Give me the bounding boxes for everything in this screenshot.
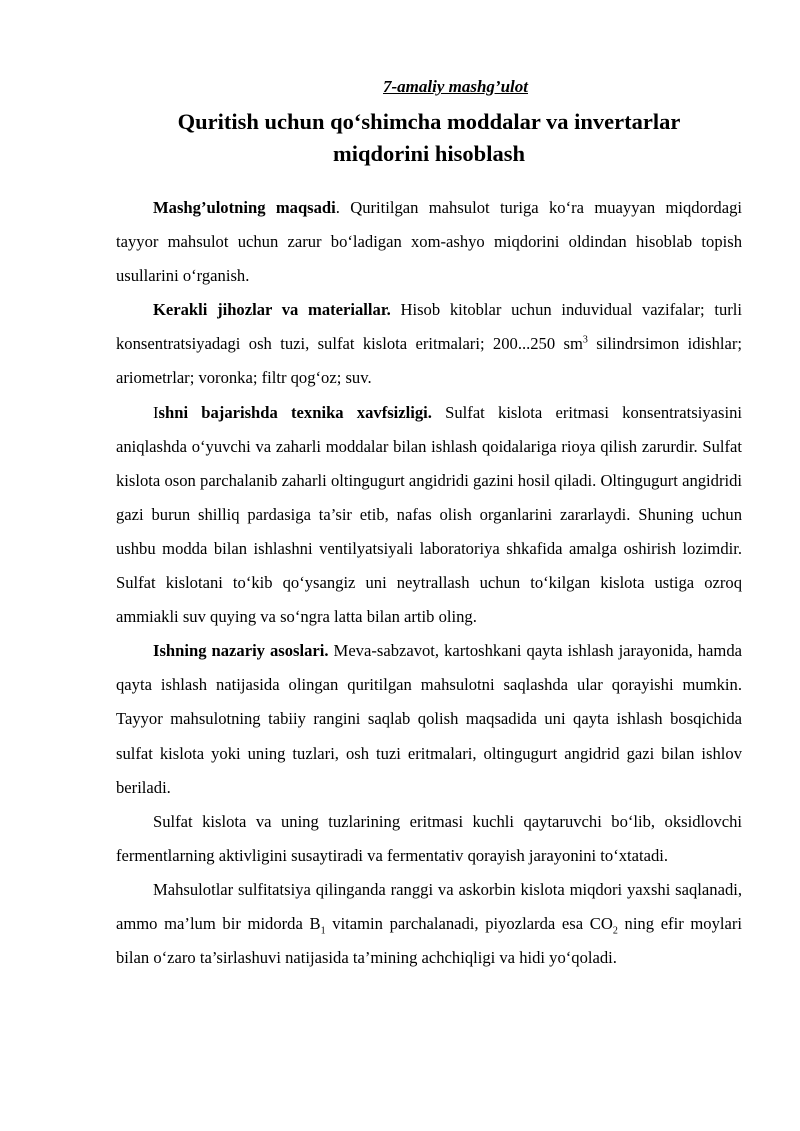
title-line-1: Quritish uchun qo‘shimcha moddalar va invertarlar [177, 109, 681, 134]
sulfitation-text-c: ning efir moylari bilan o‘zaro ta’sirlashuvi natijasida ta’mining achchiqligi va hidi yo‘qoladi. [116, 913, 743, 968]
title-line-2: miqdorini hisoblash [333, 141, 525, 166]
equipment-heading: Kerakli jihozlar va materiallar. [153, 300, 391, 320]
subscript-b1: 1 [320, 925, 326, 937]
superscript-3: 3 [582, 334, 588, 346]
safety-heading-initial: I [153, 402, 159, 422]
paragraph-theory [116, 634, 742, 804]
equipment-text-b: silindrsimon idishlar; ariometrlar; voronka; filtr qog‘oz; suv. [116, 334, 742, 388]
document-title [116, 106, 742, 170]
paragraph-sulfitation [116, 873, 742, 975]
purpose-heading: Mashg’ulotning maqsadi [153, 198, 336, 217]
sulfuric-acid-text: Sulfat kislota va uning tuzlarining eritmasi kuchli qaytaruvchi bo‘lib, oksidlovchi fermentlarning aktivligini susaytiradi va fermentativ qorayish jarayonini to‘xtatadi. [116, 811, 742, 865]
subscript-co2: 2 [612, 925, 618, 937]
paragraph-purpose [116, 191, 742, 293]
safety-text: Sulfat kislota eritmasi konsentratsiyasini aniqlashda o‘yuvchi va zaharli moddalar bilan ishlash qoidalariga rioya qilish zarurdir. Sulfat kislota oson parchalanib zaharli oltingugurt angidridi gazini hosil qiladi. Oltingugurt angidridi gazi burun shilliq pardasiga ta’sir etib, nafas olish organlarini zararlaydi. Shuning uchun ushbu modda bilan ishlashni ventilyatsiyali laboratoriya shkafida amalga oshirish lozimdir. Sulfat kislotani to‘kib qo‘ysangiz uni neytrallash uchun to‘kilgan kislota ustiga ozroq ammiakli suv quying va so‘ngra latta bilan artib oling. [116, 402, 742, 627]
document-page [116, 76, 742, 975]
sulfitation-text-b: vitamin parchalanadi, piyozlarda esa CO [325, 913, 613, 933]
theory-text: Meva-sabzavot, kartoshkani qayta ishlash jarayonida, hamda qayta ishlash natijasida olingan quritilgan mahsulotni saqlashda ular qorayishi mumkin. Tayyor mahsulotning tabiiy rangini saqlab qolish maqsadida uni qayta ishlash bosqichida sulfat kislota yoki uning tuzlari, osh tuzi eritmalari, oltingugurt angidrid gazi bilan ishlov beriladi. [116, 641, 742, 797]
sulfitation-text-a: Mahsulotlar sulfitatsiya qilinganda ranggi va askorbin kislota miqdori yaxshi saqlanadi, ammo ma’lum bir midorda B [116, 879, 742, 933]
paragraph-sulfuric-acid [116, 805, 742, 873]
equipment-text-a: Hisob kitoblar uchun induvidual vazifalar; turli konsentratsiyadagi osh tuzi, sulfat kislota eritmalari; 200...250 sm [116, 300, 742, 354]
paragraph-safety [116, 396, 742, 635]
purpose-text: . Quritilgan mahsulot turiga ko‘ra muayyan miqdordagi tayyor mahsulot uchun zarur bo‘ladigan xom-ashyo miqdorini oldindan hisoblab topish usullarini o‘rganish. [116, 198, 742, 286]
paragraph-equipment [116, 293, 742, 395]
theory-heading: Ishning nazariy asoslari. [153, 641, 329, 661]
lesson-number: 7-amaliy mashg’ulot [383, 77, 528, 96]
safety-heading: shni bajarishda texnika xavfsizligi. [158, 402, 432, 422]
